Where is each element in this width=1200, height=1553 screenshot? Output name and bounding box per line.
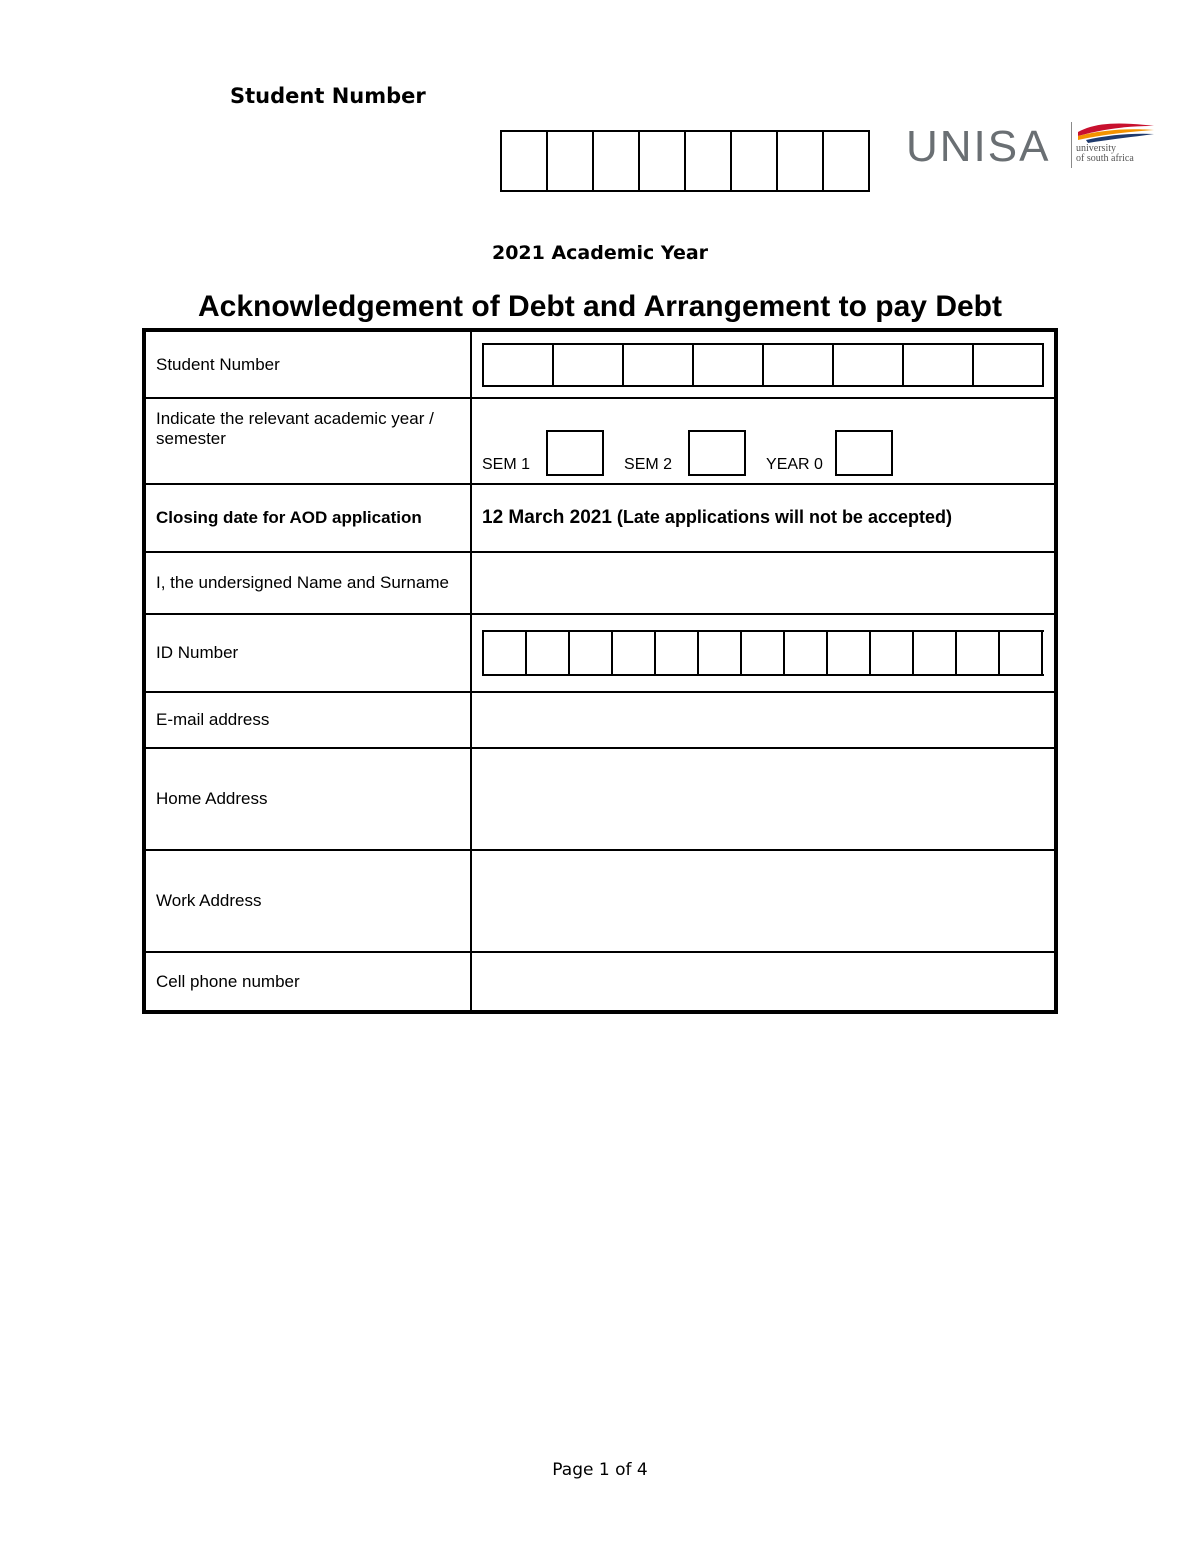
id-number-cell[interactable] xyxy=(1000,632,1043,674)
logo-subtitle xyxy=(1076,144,1134,164)
row-closing xyxy=(144,484,1056,552)
id-number-cell[interactable] xyxy=(742,632,785,674)
row-period xyxy=(144,398,1056,484)
name-input[interactable] xyxy=(471,552,1056,614)
closing-value xyxy=(471,484,1056,552)
student-number-digit-box[interactable] xyxy=(594,132,640,190)
period-field xyxy=(471,398,1056,484)
student-number-cell[interactable] xyxy=(974,345,1044,385)
id-number-cell[interactable] xyxy=(957,632,1000,674)
student-number-grid[interactable] xyxy=(482,343,1044,387)
work-address-input[interactable] xyxy=(471,850,1056,952)
id-number-cell[interactable] xyxy=(527,632,570,674)
id-number-cell[interactable] xyxy=(914,632,957,674)
student-number-cell[interactable] xyxy=(764,345,834,385)
cell-phone-label: Cell phone number xyxy=(144,952,471,1012)
student-number-digit-box[interactable] xyxy=(502,132,548,190)
home-address-input[interactable] xyxy=(471,748,1056,850)
id-number-cell[interactable] xyxy=(699,632,742,674)
sem2-checkbox[interactable] xyxy=(688,430,746,476)
id-number-cell[interactable] xyxy=(570,632,613,674)
cell-phone-input[interactable] xyxy=(471,952,1056,1012)
id-number-cell[interactable] xyxy=(828,632,871,674)
closing-note: (Late applications will not be accepted) xyxy=(611,507,952,527)
row-work xyxy=(144,850,1056,952)
id-field xyxy=(471,614,1056,692)
period-label: Indicate the relevant academic year / semester xyxy=(144,398,471,484)
logo-sub-line1: university xyxy=(1076,143,1116,154)
id-number-cell[interactable] xyxy=(656,632,699,674)
student-number-label: Student Number xyxy=(144,330,471,398)
flag-swoosh-icon xyxy=(1076,120,1156,144)
row-name xyxy=(144,552,1056,614)
logo-wordmark: UNISA xyxy=(906,122,1051,171)
page-number: Page 1 of 4 xyxy=(552,1460,648,1480)
name-label: I, the undersigned Name and Surname xyxy=(144,552,471,614)
id-number-grid[interactable] xyxy=(482,630,1044,676)
logo-divider xyxy=(1071,122,1072,168)
student-number-digit-box[interactable] xyxy=(548,132,594,190)
student-number-cell[interactable] xyxy=(694,345,764,385)
student-number-digit-box[interactable] xyxy=(640,132,686,190)
row-email xyxy=(144,692,1056,748)
student-number-digit-box[interactable] xyxy=(824,132,870,190)
unisa-logo xyxy=(906,118,1156,170)
id-number-cell[interactable] xyxy=(484,632,527,674)
student-number-field xyxy=(471,330,1056,398)
student-number-cell[interactable] xyxy=(834,345,904,385)
student-number-top-boxes[interactable] xyxy=(500,130,870,192)
closing-date: 12 March 2021 xyxy=(482,507,612,528)
year0-label: YEAR 0 xyxy=(766,456,823,473)
student-number-heading: Student Number xyxy=(230,84,426,108)
logo-sub-line2: of south africa xyxy=(1076,153,1134,164)
id-label: ID Number xyxy=(144,614,471,692)
row-home xyxy=(144,748,1056,850)
id-number-cell[interactable] xyxy=(613,632,656,674)
student-number-cell[interactable] xyxy=(484,345,554,385)
home-address-label: Home Address xyxy=(144,748,471,850)
row-student-number xyxy=(144,330,1056,398)
student-number-digit-box[interactable] xyxy=(686,132,732,190)
student-number-digit-box[interactable] xyxy=(778,132,824,190)
row-cell xyxy=(144,952,1056,1012)
id-number-cell[interactable] xyxy=(871,632,914,674)
student-number-cell[interactable] xyxy=(554,345,624,385)
email-input[interactable] xyxy=(471,692,1056,748)
sem1-label: SEM 1 xyxy=(482,456,531,473)
student-number-digit-box[interactable] xyxy=(732,132,778,190)
sem2-label: SEM 2 xyxy=(624,456,673,473)
student-number-cell[interactable] xyxy=(624,345,694,385)
aod-form-table xyxy=(142,328,1058,1014)
student-number-cell[interactable] xyxy=(904,345,974,385)
page-title: Acknowledgement of Debt and Arrangement to pay Debt xyxy=(198,290,1002,323)
academic-year: 2021 Academic Year xyxy=(491,242,709,264)
row-id xyxy=(144,614,1056,692)
year0-checkbox[interactable] xyxy=(835,430,893,476)
work-address-label: Work Address xyxy=(144,850,471,952)
closing-label: Closing date for AOD application xyxy=(144,484,471,552)
email-label: E-mail address xyxy=(144,692,471,748)
sem1-checkbox[interactable] xyxy=(546,430,604,476)
id-number-cell[interactable] xyxy=(785,632,828,674)
